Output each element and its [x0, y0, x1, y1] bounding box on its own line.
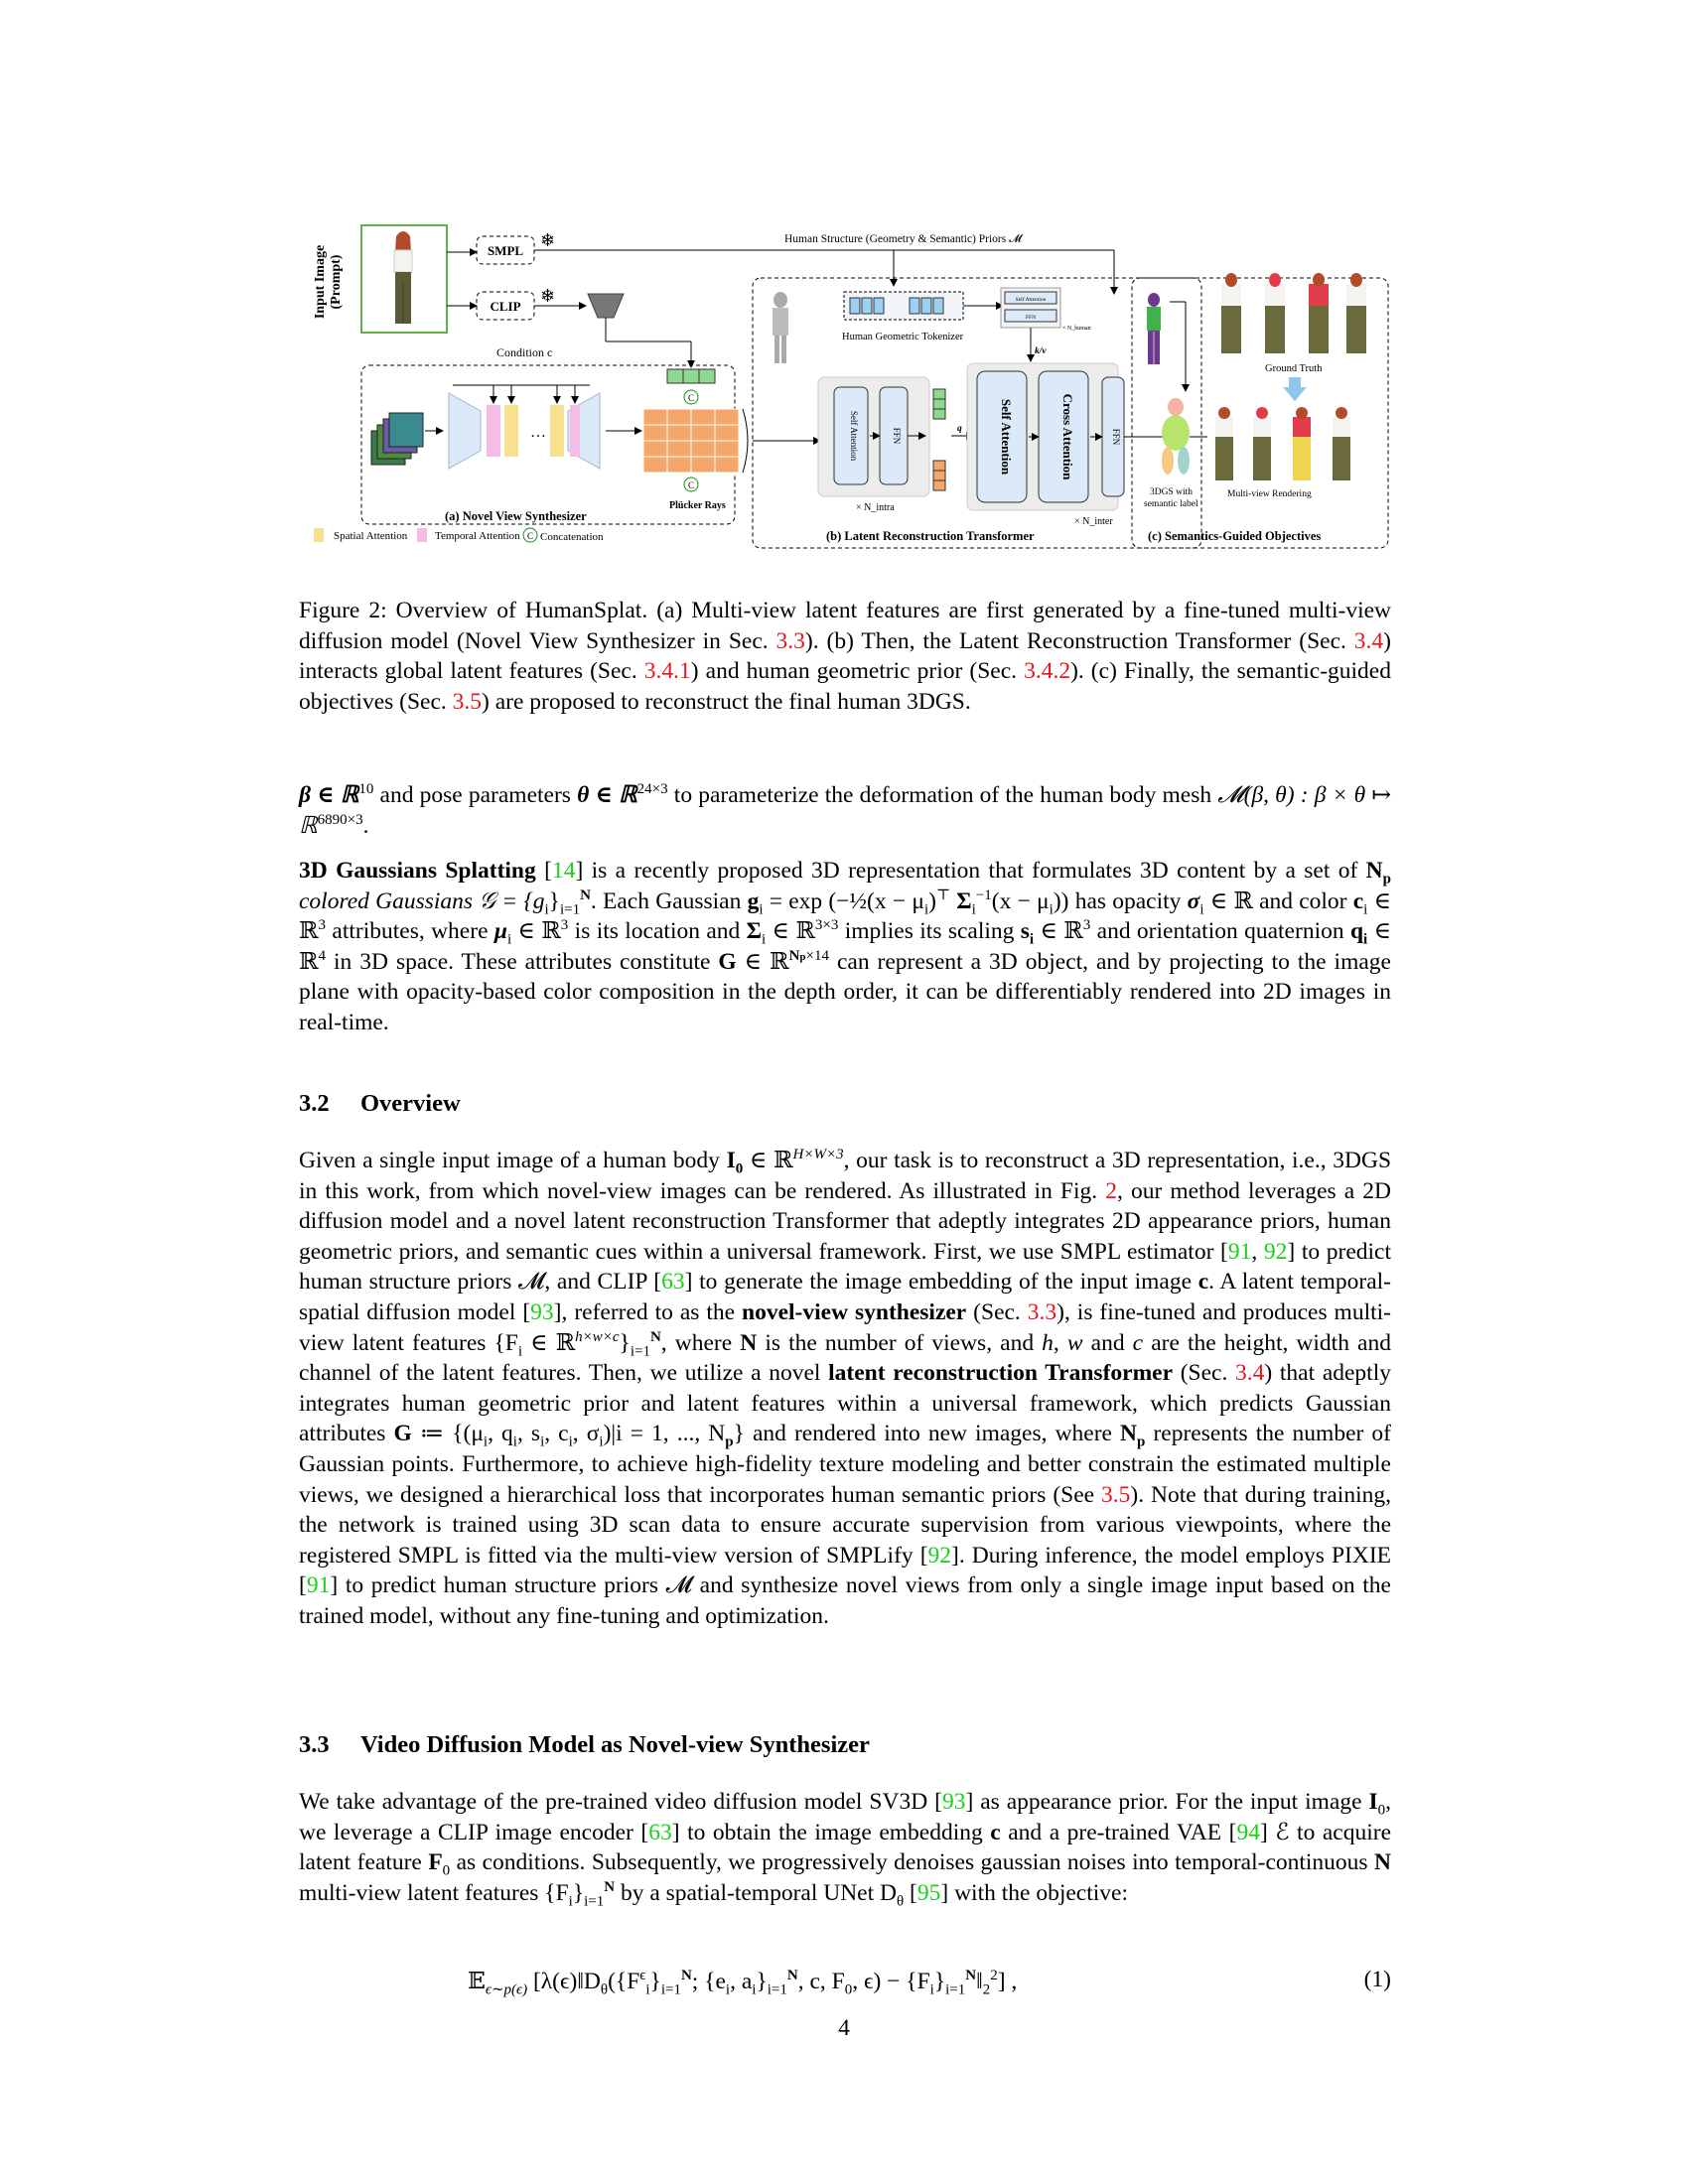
concat-symbol: C: [687, 393, 695, 403]
down-arrow-icon: [1283, 377, 1307, 401]
section-link[interactable]: 3.3: [1027, 1298, 1057, 1325]
citation-link[interactable]: 92: [1263, 1238, 1288, 1265]
legend-spatial-swatch: [314, 528, 324, 542]
smpl-parameters-paragraph: β ∈ ℝ$^{10}$ and pose parameters θ ∈ ℝ$^{24\times 3}$ to parameterize the deformation of the human body mesh 𝓜(β, θ) : β × θ ↦ ℝ$^{6890\times 3}$.: [299, 781, 1391, 839]
smpl-mesh-figure: [773, 292, 788, 363]
equation-number: (1): [1363, 1967, 1391, 1992]
n-inter-label: × N_inter: [1074, 516, 1113, 527]
equation-1: [299, 1967, 1391, 2002]
snowflake-icon: ❄: [540, 286, 556, 306]
semantic-3dgs-figure: [1162, 398, 1190, 475]
condition-tokens: [667, 369, 715, 383]
temporal-attention-block: [570, 405, 580, 457]
unet-encoder-shape: [449, 393, 481, 469]
citation-link[interactable]: 93: [530, 1298, 554, 1325]
intra-ffn-label: FFN: [892, 427, 902, 445]
legend-concat-symbol: C: [526, 531, 534, 541]
figure-caption: Figure 2: Overview of HumanSplat. (a) Multi-view latent features are first generated by a fine-tuned multi-view diffusion model (Novel View Synthesizer in Sec. 3.3). (b) Then, the Latent Reconstruction Transformer (Sec. 3.4) interacts global latent features (Sec. 3.4.1) and human geometric prior (Sec. 3.4.2). (c) Finally, the semantic-guided objectives (Sec. 3.5) are proposed to reconstruct the final human 3DGS.: [299, 598, 1391, 715]
ellipsis: …: [530, 424, 546, 441]
clip-label: CLIP: [490, 299, 521, 314]
section-heading-3-2: 3.2 Overview: [299, 1090, 461, 1117]
citation-link[interactable]: 94: [1236, 1819, 1260, 1845]
section-heading-3-3: 3.3 Video Diffusion Model as Novel-view Synthesizer: [299, 1731, 870, 1758]
panel-a-title: (a) Novel View Synthesizer: [445, 509, 587, 523]
prompt-label: (Prompt): [329, 254, 344, 310]
citation-link[interactable]: 91: [306, 1572, 331, 1599]
citation-link[interactable]: 14: [551, 858, 576, 884]
snowflake-icon: ❄: [540, 230, 556, 250]
multi-view-rendering-label: Multi-view Rendering: [1227, 489, 1312, 499]
page-number: 4: [838, 2015, 850, 2041]
overview-figure: [310, 222, 1392, 556]
section-link[interactable]: 3.4.2: [1024, 658, 1071, 685]
section-link[interactable]: 3.3: [775, 627, 805, 654]
gaussian-splatting-paragraph: 3D Gaussians Splatting [14] is a recently proposed 3D representation that formulates 3D content by a set of $N_p$ colored Gaussians 𝒢 = $\{g_i\}_{i=1}^N$. Each Gaussian $g_i = \exp$ (−½(x − $\mu_i)^⊤$ $\Sigma_i^{-1}(x - \mu_i)$) has opacity $\sigma_i$ ∈ ℝ and color $c_i$ ∈ ℝ$^3$ attributes, where $\mu_i$ ∈ ℝ$^3$ is its location and $\Sigma_i$ ∈ ℝ$^{3\times 3}$ implies its scaling $s_i$ ∈ ℝ$^3$ and orientation quaternion $q_i$ ∈ ℝ$^4$ in 3D space. These attributes constitute G ∈ ℝ$^{Np\times 14}$ can represent a 3D object, and by projecting to the image plane with opacity-based color composition in the depth order, it can be differentiably rendered into 2D images in real-time.: [299, 858, 1391, 1035]
condition-label: Condition c: [496, 345, 553, 359]
smpl-label: SMPL: [487, 243, 524, 258]
section-link[interactable]: 3.4.1: [643, 658, 691, 685]
inter-cross-attention-label: Cross Attention: [1060, 393, 1075, 480]
n-intra-label: × N_intra: [856, 502, 895, 513]
paragraph-title: 3D Gaussians Splatting: [299, 858, 536, 884]
inter-self-attention-label: Self Attention: [999, 398, 1014, 476]
input-person-image: [394, 231, 412, 324]
figure-diagram: [310, 222, 1392, 556]
temporal-attention-block: [487, 405, 500, 457]
multi-view-render-images: [1215, 407, 1350, 480]
kv-label: k/v: [1035, 346, 1047, 356]
citation-link[interactable]: 63: [661, 1269, 685, 1296]
semantic-human-figure: [1147, 293, 1161, 364]
intra-tokens: [933, 389, 945, 490]
ground-truth-label: Ground Truth: [1265, 363, 1323, 374]
overview-paragraph: Given a single input image of a human body $I_0$ ∈ ℝ$^{H\times W\times 3}$, our task is to reconstruct a 3D representation, i.e., 3DGS in this work, from which novel-view images can be rendered. As illustrated in Fig. 2, our method leverages a 2D diffusion model and a novel latent reconstruction Transformer that adeptly integrates 2D appearance priors, human geometric priors, and semantic cues within a universal framework. First, we use SMPL estimator [91, 92] to predict human structure priors 𝓜, and CLIP [63] to generate the image embedding of the input image c. A latent temporal-spatial diffusion model [93], referred to as the novel-view synthesizer (Sec. 3.3), is fine-tuned and produces multi-view latent features {$F_i$ ∈ $ℝ^{h\times w\times c}\}_{i=1}^N$, where N is the number of views, and h, w and c are the height, width and channel of the latent features. Then, we utilize a novel latent reconstruction Transformer (Sec. 3.4) that adeptly integrates human geometric prior and latent features within a universal framework, which predicts Gaussian attributes G ≔ {($\mu_i$, $q_i$, $s_i$, $c_i$, $\sigma_i)|i = 1$, ..., $N_p$} and rendered into new images, where $N_p$ represents the number of Gaussian points. Furthermore, to achieve high-fidelity texture modeling and better constrain the estimated multiple views, we designed a hierarchical loss that incorporates human semantic priors (See 3.5). Note that during training, the network is trained using 3D scan data to ensure accurate supervision from various viewpoints, where the registered SMPL is fitted via the multi-view version of SMPLify [92]. During inference, the model employs PIXIE [91] to predict human structure priors 𝓜 and synthesize novel views from only a single image input based on the trained model, without any fine-tuning and optimization.: [299, 1147, 1392, 1629]
ground-truth-images: [1221, 273, 1366, 353]
section-link[interactable]: 3.5: [1101, 1481, 1131, 1508]
intra-self-attention-label: Self Attention: [849, 410, 859, 462]
input-image-label: Input Image: [313, 244, 328, 320]
tokenizer-label: Human Geometric Tokenizer: [842, 332, 964, 342]
video-diffusion-paragraph: We take advantage of the pre-trained video diffusion model SV3D [93] as appearance prior. For the input image $I_0$, we leverage a CLIP image encoder [63] to obtain the image embedding c and a pre-trained VAE [94] ℰ to acquire latent feature $F_0$ as conditions. Subsequently, we progressively denoises gaussian noises into temporal-continuous N multi-view latent features $\{F_i\}_{i=1}^N$ by a spatial-temporal UNet $D_\theta$ [95] with the objective:: [299, 1789, 1392, 1910]
spatial-attention-block: [550, 405, 564, 457]
figure-link[interactable]: 2: [1105, 1177, 1117, 1204]
small-ffn-label: FFN: [1025, 315, 1037, 321]
semantic-label: semantic label: [1144, 499, 1198, 509]
small-self-attention-label: Self Attention: [1015, 297, 1047, 303]
spatial-attention-block: [504, 405, 518, 457]
panel-c-title: (c) Semantics-Guided Objectives: [1148, 529, 1322, 543]
inter-ffn-label: FFN: [1111, 428, 1121, 446]
legend-spatial-label: Spatial Attention: [334, 530, 408, 542]
priors-caption: Human Structure (Geometry & Semantic) Priors 𝓜: [784, 233, 1022, 245]
section-link[interactable]: 3.4: [1353, 627, 1384, 654]
legend-temporal-label: Temporal Attention: [435, 530, 520, 542]
citation-link[interactable]: 92: [927, 1542, 952, 1569]
section-link[interactable]: 3.5: [452, 688, 483, 715]
3dgs-label: 3DGS with: [1150, 487, 1194, 497]
panel-b-title: (b) Latent Reconstruction Transformer: [826, 529, 1035, 543]
citation-link[interactable]: 95: [916, 1879, 941, 1906]
clip-encoder-shape: [588, 294, 624, 318]
citation-link[interactable]: 93: [941, 1789, 966, 1815]
legend-temporal-swatch: [417, 528, 427, 542]
section-link[interactable]: 3.4: [1235, 1360, 1265, 1387]
plucker-label: Plücker Rays: [669, 500, 726, 511]
citation-link[interactable]: 63: [648, 1819, 672, 1845]
concat-symbol-2: C: [687, 480, 695, 490]
latent-feature-grid: [643, 409, 739, 473]
noisy-latents-stack: [371, 413, 423, 465]
q-label: q: [957, 424, 962, 434]
equation-body: 𝔼$_{\epsilon\sim p(\epsilon)}$ [$\lambda(\epsilon)‖D_\theta(\{F^\epsilon_i\}_{i=1}^N$; {$e_i$, $a_i\}_{i=1}^N$, c, $F_0$, $\epsilon) - \{F_i\}_{i=1}^N‖_2^2$] ,: [468, 1968, 1018, 1998]
citation-link[interactable]: 91: [1227, 1238, 1252, 1265]
legend-concat-label: Concatenation: [540, 531, 604, 543]
n-human-label: × N_human: [1062, 326, 1091, 332]
